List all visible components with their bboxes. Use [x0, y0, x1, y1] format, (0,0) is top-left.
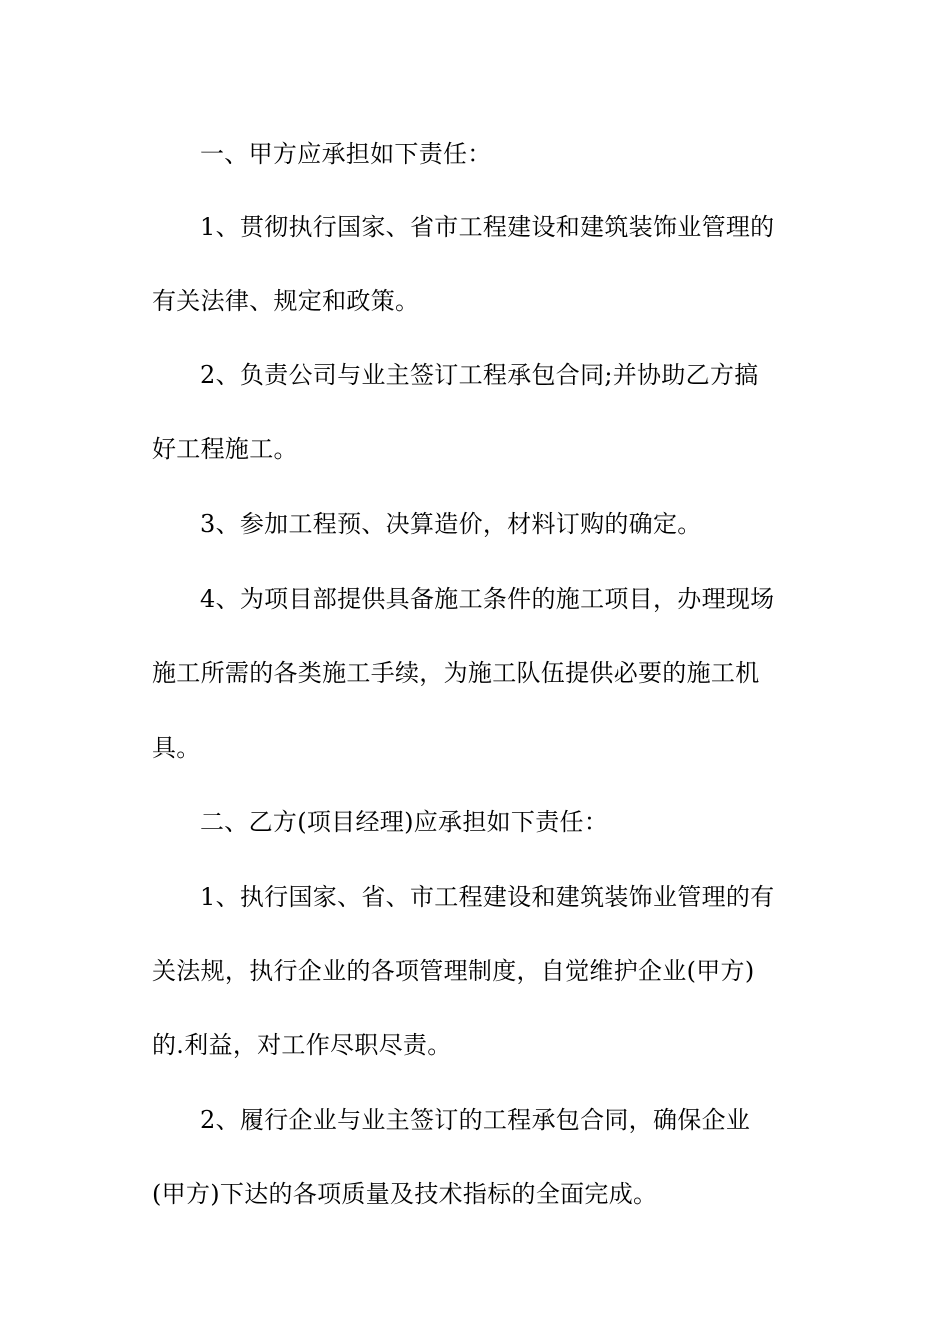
paragraph-line: 好工程施工。 [152, 435, 298, 463]
paragraph-line: 关法规，执行企业的各项管理制度，自觉维护企业(甲方) [152, 957, 755, 985]
paragraph-line: 3、参加工程预、决算造价，材料订购的确定。 [200, 510, 702, 538]
paragraph-line: 施工所需的各类施工手续，为施工队伍提供必要的施工机 [152, 659, 760, 687]
paragraph-line: 有关法律、规定和政策。 [152, 287, 420, 315]
paragraph-line: 1、执行国家、省、市工程建设和建筑装饰业管理的有 [200, 883, 775, 911]
paragraph-line: 4、为项目部提供具备施工条件的施工项目，办理现场 [200, 585, 775, 613]
paragraph-line: (甲方)下达的各项质量及技术指标的全面完成。 [152, 1180, 658, 1208]
paragraph-line: 1、贯彻执行国家、省市工程建设和建筑装饰业管理的 [200, 213, 775, 241]
paragraph-line: 具。 [152, 734, 201, 762]
section-heading-party-a: 一、甲方应承担如下责任： [200, 140, 492, 168]
section-heading-party-b: 二、乙方(项目经理)应承担如下责任： [200, 808, 609, 836]
paragraph-line: 2、负责公司与业主签订工程承包合同;并协助乙方搞 [200, 361, 759, 389]
paragraph-line: 2、履行企业与业主签订的工程承包合同，确保企业 [200, 1106, 751, 1134]
paragraph-line: 的.利益，对工作尽职尽责。 [152, 1031, 452, 1059]
